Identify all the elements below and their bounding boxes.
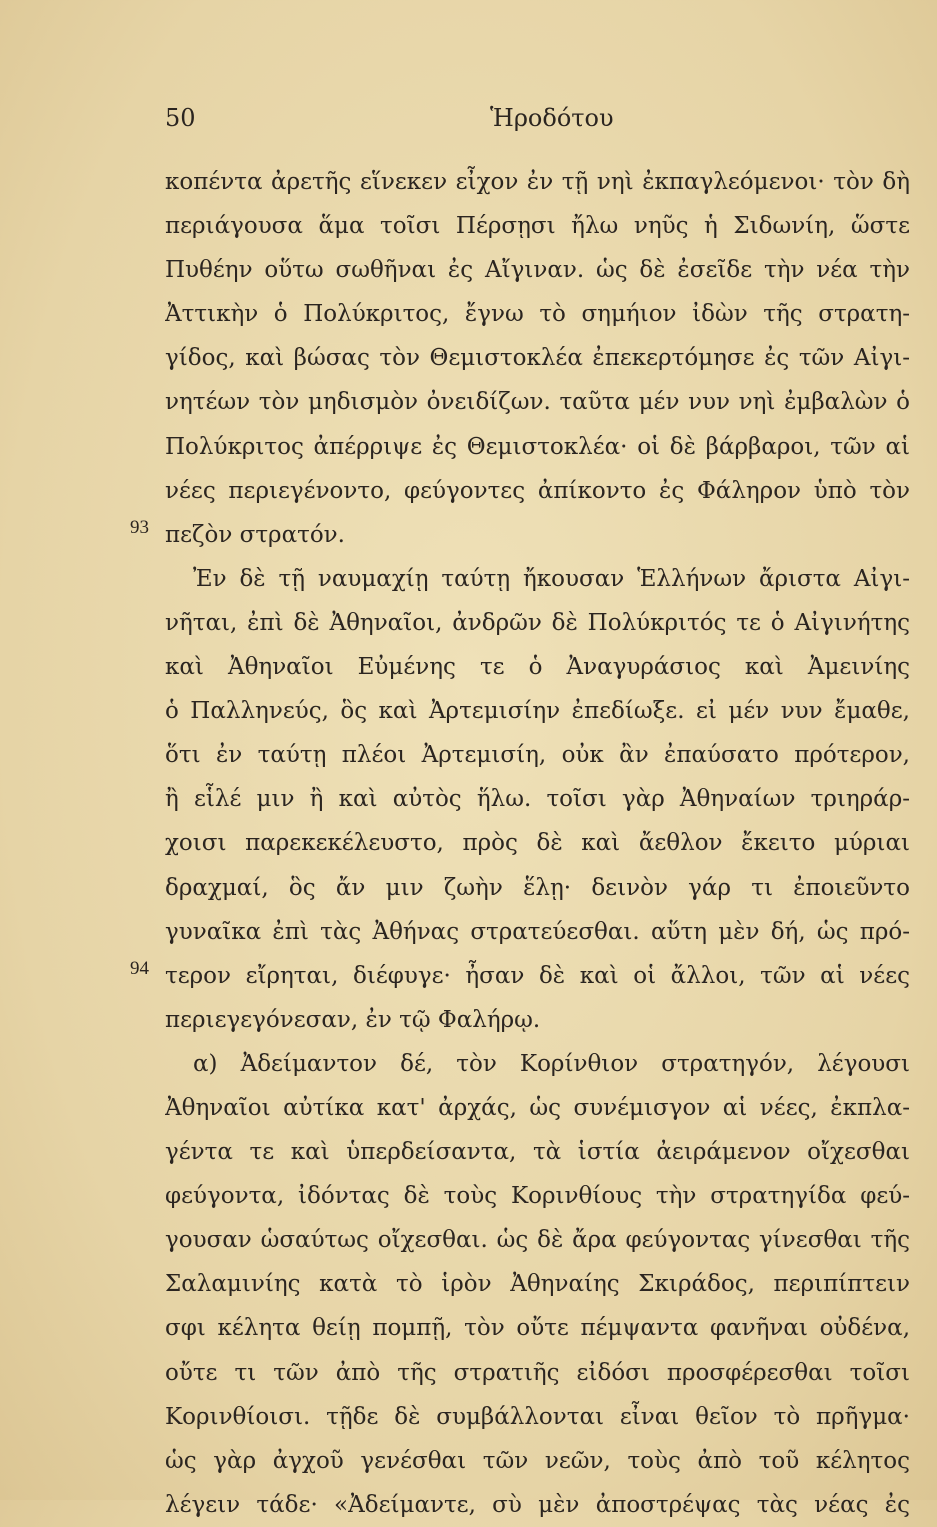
- text-line: σφι κέλητα θείῃ πομπῇ, τὸν οὔτε πέμψαντα φανῆναι οὐδένα,: [165, 1315, 910, 1342]
- text-line: γέντα τε καὶ ὑπερδείσαντα, τὰ ἱστία ἀειράμενον οἴχεσθαι: [165, 1139, 910, 1166]
- text-line: περιεγεγόνεσαν, ἐν τῷ Φαλήρῳ.: [165, 1006, 541, 1033]
- text-line: Ἀθηναῖοι αὐτίκα κατ' ἀρχάς, ὡς συνέμισγον αἱ νέες, ἐκπλα-: [165, 1094, 910, 1121]
- text-line: γυναῖκα ἐπὶ τὰς Ἀθήνας στρατεύεσθαι. αὕτη μὲν δή, ὡς πρό-: [165, 918, 910, 945]
- text-line: τερον εἴρηται, διέφυγε· ἦσαν δὲ καὶ οἱ ἄλλοι, τῶν αἱ νέες: [165, 962, 910, 989]
- text-line: ἢ εἷλέ μιν ἢ καὶ αὐτὸς ἥλω. τοῖσι γὰρ Ἀθηναίων τριηράρ-: [165, 786, 910, 813]
- text-line: Σαλαμινίης κατὰ τὸ ἱρὸν Ἀθηναίης Σκιράδος, περιπίπτειν: [165, 1271, 910, 1298]
- text-line: Ἀττικὴν ὁ Πολύκριτος, ἔγνω τὸ σημήιον ἰδὼν τῆς στρατη-: [165, 301, 910, 328]
- text-line: γουσαν ὡσαύτως οἴχεσθαι. ὡς δὲ ἄρα φεύγοντας γίνεσθαι τῆς: [165, 1227, 910, 1254]
- text-line: περιάγουσα ἅμα τοῖσι Πέρσῃσι ἤλω νηῦς ἡ Σιδωνίη, ὥστε: [165, 213, 910, 240]
- text-line: χοισι παρεκεκέλευστο, πρὸς δὲ καὶ ἄεθλον ἔκειτο μύριαι: [165, 830, 910, 857]
- text-line: καὶ Ἀθηναῖοι Εὐμένης τε ὁ Ἀναγυράσιος καὶ Ἀμεινίης: [165, 654, 910, 681]
- text-body: [165, 160, 910, 1527]
- page-number: 50: [165, 104, 196, 132]
- text-line: γίδος, καὶ βώσας τὸν Θεμιστοκλέα ἐπεκερτόμησε ἐς τῶν Αἰγι-: [165, 345, 910, 372]
- text-line: Πυθέην οὕτω σωθῆναι ἐς Αἴγιναν. ὡς δὲ ἐσεῖδε τὴν νέα τὴν: [165, 257, 910, 284]
- text-line: φεύγοντα, ἰδόντας δὲ τοὺς Κορινθίους τὴν στρατηγίδα φεύ-: [165, 1183, 910, 1210]
- text-line: νέες περιεγένοντο, φεύγοντες ἀπίκοντο ἐς Φάληρον ὑπὸ τὸν: [165, 477, 910, 504]
- running-title: Ἡροδότου: [490, 104, 614, 132]
- text-line: νητέων τὸν μηδισμὸν ὀνειδίζων. ταῦτα μέν νυν νηὶ ἐμβαλὼν ὁ: [165, 389, 910, 416]
- text-line: ὁ Παλληνεύς, ὃς καὶ Ἀρτεμισίην ἐπεδίωξε. εἰ μέν νυν ἔμαθε,: [165, 698, 910, 725]
- page-header: [165, 104, 937, 144]
- text-line: Ἐν δὲ τῇ ναυμαχίῃ ταύτῃ ἤκουσαν Ἑλλήνων ἄριστα Αἰγι-: [193, 565, 910, 592]
- text-line: α) Ἀδείμαντον δέ, τὸν Κορίνθιον στρατηγόν, λέγουσι: [193, 1050, 910, 1077]
- text-line: κοπέντα ἀρετῆς εἵνεκεν εἶχον ἐν τῇ νηὶ ἐκπαγλεόμενοι· τὸν δὴ: [165, 169, 910, 195]
- text-line: Κορινθίοισι. τῇδε δὲ συμβάλλονται εἶναι θεῖον τὸ πρῆγμα·: [165, 1403, 910, 1430]
- text-line: νῆται, ἐπὶ δὲ Ἀθηναῖοι, ἀνδρῶν δὲ Πολύκριτός τε ὁ Αἰγινήτης: [165, 609, 910, 636]
- text-line: λέγειν τάδε· «Ἀδείμαντε, σὺ μὲν ἀποστρέψας τὰς νέας ἐς: [165, 1491, 910, 1518]
- chapter-number-93: 93: [130, 517, 149, 538]
- text-line: δραχμαί, ὃς ἄν μιν ζωὴν ἕλῃ· δεινὸν γάρ τι ἐποιεῦντο: [165, 874, 910, 901]
- text-line: ὅτι ἐν ταύτῃ πλέοι Ἀρτεμισίη, οὐκ ἂν ἐπαύσατο πρότερον,: [165, 742, 910, 769]
- text-line: πεζὸν στρατόν.: [165, 521, 345, 548]
- text-line: Πολύκριτος ἀπέρριψε ἐς Θεμιστοκλέα· οἱ δὲ βάρβαροι, τῶν αἱ: [165, 433, 910, 460]
- text-line: ὡς γὰρ ἀγχοῦ γενέσθαι τῶν νεῶν, τοὺς ἀπὸ τοῦ κέλητος: [165, 1447, 910, 1474]
- chapter-number-94: 94: [130, 958, 149, 979]
- text-line: οὔτε τι τῶν ἀπὸ τῆς στρατιῆς εἰδόσι προσφέρεσθαι τοῖσι: [165, 1359, 910, 1386]
